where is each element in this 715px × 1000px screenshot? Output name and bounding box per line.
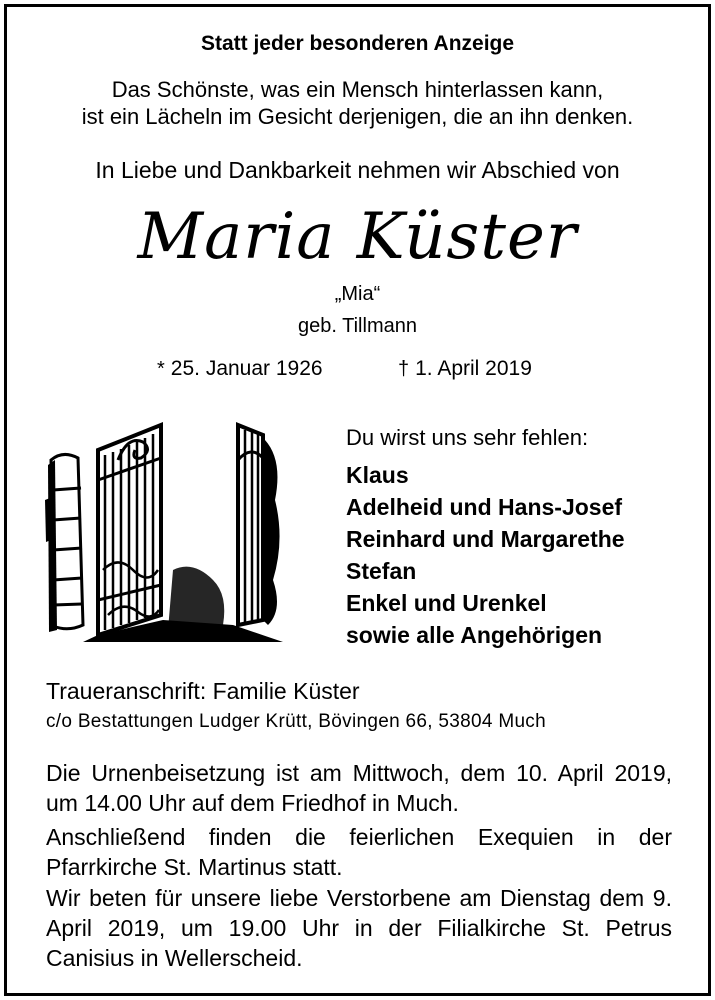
birth-star-icon: * (157, 358, 165, 380)
exequies-paragraph: Anschließend finden die feierlichen Exequien in der Pfarrkirche St. Martinus statt. (46, 824, 672, 880)
garden-gate-icon (43, 420, 288, 645)
family-member: Adelheid und Hans-Josef (346, 494, 623, 520)
family-member: Reinhard und Margarethe (346, 526, 625, 552)
death-date: 1. April 2019 (415, 357, 532, 380)
mourning-address-line: c/o Bestattungen Ludger Krütt, Bövingen 66, 53804 Much (46, 711, 546, 732)
birth-date: 25. Januar 1926 (170, 357, 323, 380)
family-member: Klaus (346, 462, 409, 488)
burial-paragraph: Die Urnenbeisetzung ist am Mittwoch, dem 10. April 2019, um 14.00 Uhr auf dem Friedhof in Much. (46, 760, 672, 816)
missing-line: Du wirst uns sehr fehlen: (346, 425, 589, 450)
family-list (346, 459, 625, 651)
deceased-name: Maria Küster (137, 200, 578, 274)
death-date-line (398, 357, 532, 381)
deceased-nickname: „Mia“ (334, 283, 381, 305)
birth-date-line (157, 357, 323, 381)
family-member: Enkel und Urenkel (346, 590, 547, 616)
prayer-paragraph: Wir beten für unsere liebe Verstorbene am Dienstag dem 9. April 2019, um 19.00 Uhr in der Filialkirche St. Petrus Canisius in Wellerscheid. (46, 885, 672, 971)
family-member: sowie alle Angehörigen (346, 622, 603, 648)
maiden-name: geb. Tillmann (298, 315, 417, 337)
mourning-address-label: Traueranschrift: Familie Küster (46, 678, 360, 704)
family-member: Stefan (346, 558, 417, 584)
quote-line-1: Das Schönste, was ein Mensch hinterlassen kann, (111, 77, 604, 102)
death-cross-icon: † (398, 358, 410, 380)
quote-line-2: ist ein Lächeln im Gesicht derjenigen, die an ihn denken. (81, 104, 634, 129)
intro-line: In Liebe und Dankbarkeit nehmen wir Abschied von (95, 157, 620, 183)
notice-heading: Statt jeder besonderen Anzeige (200, 32, 515, 55)
